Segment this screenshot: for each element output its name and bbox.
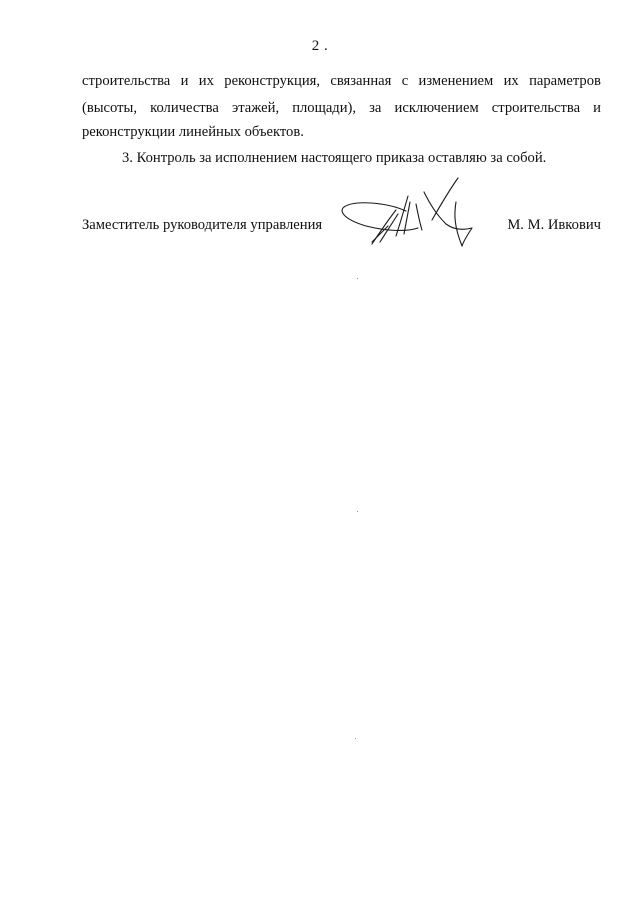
paragraph-1-line-1 <box>82 69 601 94</box>
paragraph-2-text: 3. Контроль за исполнением настоящего приказа оставляю за собой. <box>122 150 547 166</box>
paragraph-1-line-2-word: за <box>369 100 382 116</box>
paragraph-1-line-2 <box>82 96 601 121</box>
scan-speck <box>357 278 358 279</box>
page-number: 2 . <box>311 38 329 54</box>
paragraph-1-line-3 <box>82 120 601 145</box>
paragraph-1-line-1-word: реконструкция, <box>224 73 321 89</box>
scan-speck <box>357 511 358 512</box>
paragraph-1-line-1-word: с <box>401 73 409 89</box>
scan-speck <box>355 738 356 739</box>
signatory-name: М. М. Ивкович <box>507 217 601 233</box>
paragraph-1-line-2-word: площади), <box>292 100 357 116</box>
paragraph-1-line-1-word: и <box>180 73 189 89</box>
paragraph-1-line-3-text: реконструкции линейных объектов. <box>82 124 304 140</box>
paragraph-1-line-1-word: изменением <box>418 73 494 89</box>
paragraph-1-line-2-word: строительства <box>491 100 581 116</box>
paragraph-1-line-2-word: (высоты, <box>82 100 137 116</box>
paragraph-1-line-1-word: связанная <box>330 73 392 89</box>
paragraph-1-line-2-word: исключением <box>394 100 479 116</box>
paragraph-1-line-1-word: их <box>198 73 214 89</box>
paragraph-1-line-1-word: строительства <box>82 73 171 89</box>
paragraph-1-line-1-word: их <box>503 73 519 89</box>
paragraph-1-line-2-word: и <box>593 100 601 116</box>
paragraph-1-line-1-word: параметров <box>529 73 601 89</box>
paragraph-1-line-2-word: количества <box>150 100 219 116</box>
paragraph-2 <box>122 146 602 171</box>
signatory-position: Заместитель руководителя управления <box>82 217 323 233</box>
handwritten-signature <box>336 174 478 258</box>
paragraph-1-line-2-word: этажей, <box>231 100 280 116</box>
